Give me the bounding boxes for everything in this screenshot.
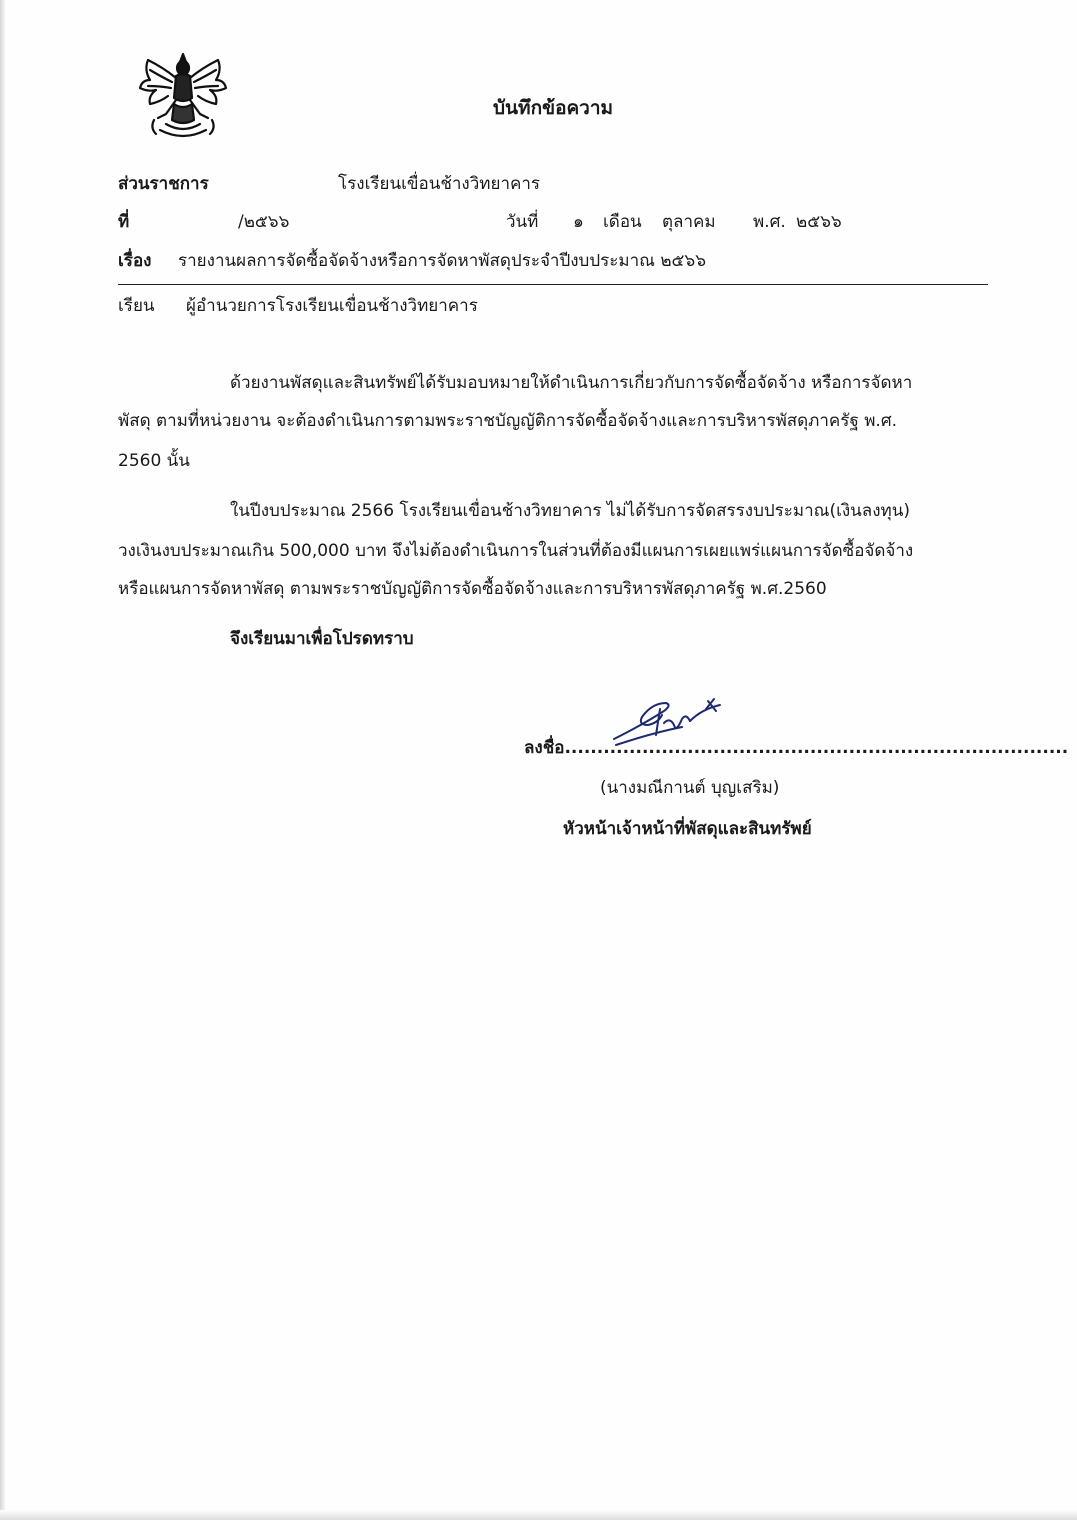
year-value: ๒๕๖๖ bbox=[796, 212, 842, 232]
date-day: ๑ bbox=[573, 212, 584, 232]
signatory-position: หัวหน้าเจ้าหน้าที่พัสดุและสินทรัพย์ bbox=[563, 819, 812, 839]
month-label: เดือน bbox=[603, 212, 642, 232]
memo-title: บันทึกข้อความ bbox=[493, 97, 614, 119]
header-divider bbox=[118, 284, 988, 285]
paragraph2-line1: ในปีงบประมาณ 2566 โรงเรียนเขื่อนช้างวิทยาคาร ไม่ได้รับการจัดสรรงบประมาณ(เงินลงทุน) bbox=[230, 501, 910, 521]
paragraph1-line3: 2560 นั้น bbox=[118, 451, 190, 471]
ref-label: ที่ bbox=[118, 212, 130, 232]
paragraph2-line2: วงเงินงบประมาณเกิน 500,000 บาท จึงไม่ต้องดำเนินการในส่วนที่ต้องมีแผนการเผยแพร่แผนการจัดซื้อจัดจ้าง bbox=[118, 541, 914, 561]
month-value: ตุลาคม bbox=[662, 212, 716, 232]
sign-label: ลงชื่อ.............................................................................. bbox=[524, 738, 1069, 758]
page-shadow-left bbox=[0, 0, 6, 1520]
year-label: พ.ศ. bbox=[753, 212, 786, 232]
ref-value: /๒๕๖๖ bbox=[238, 212, 290, 232]
paragraph1-line1: ด้วยงานพัสดุและสินทรัพย์ได้รับมอบหมายให้ดำเนินการเกี่ยวกับการจัดซื้อจัดจ้าง หรือการจัดหา bbox=[230, 373, 913, 393]
to-value: ผู้อำนวยการโรงเรียนเขื่อนช้างวิทยาคาร bbox=[186, 296, 478, 316]
subject-value: รายงานผลการจัดซื้อจัดจ้างหรือการจัดหาพัสดุประจำปีงบประมาณ ๒๕๖๖ bbox=[178, 251, 706, 271]
page-shadow-bottom bbox=[0, 1510, 1077, 1520]
to-label: เรียน bbox=[118, 296, 155, 316]
paragraph1-line2: พัสดุ ตามที่หน่วยงาน จะต้องดำเนินการตามพระราชบัญญัติการจัดซื้อจัดจ้างและการบริหารพัสดุภาครัฐ พ.ศ. bbox=[118, 411, 898, 431]
date-label: วันที่ bbox=[506, 212, 539, 232]
paragraph2-line3: หรือแผนการจัดหาพัสดุ ตามพระราชบัญญัติการจัดซื้อจัดจ้างและการบริหารพัสดุภาครัฐ พ.ศ.2560 bbox=[118, 579, 827, 599]
closing-line: จึงเรียนมาเพื่อโปรดทราบ bbox=[230, 629, 414, 649]
agency-value: โรงเรียนเขื่อนช้างวิทยาคาร bbox=[338, 174, 541, 194]
signatory-name: (นางมณีกานต์ บุญเสริม) bbox=[600, 778, 780, 798]
garuda-emblem-icon bbox=[136, 50, 230, 142]
agency-label: ส่วนราชการ bbox=[118, 174, 209, 194]
subject-label: เรื่อง bbox=[118, 251, 152, 271]
